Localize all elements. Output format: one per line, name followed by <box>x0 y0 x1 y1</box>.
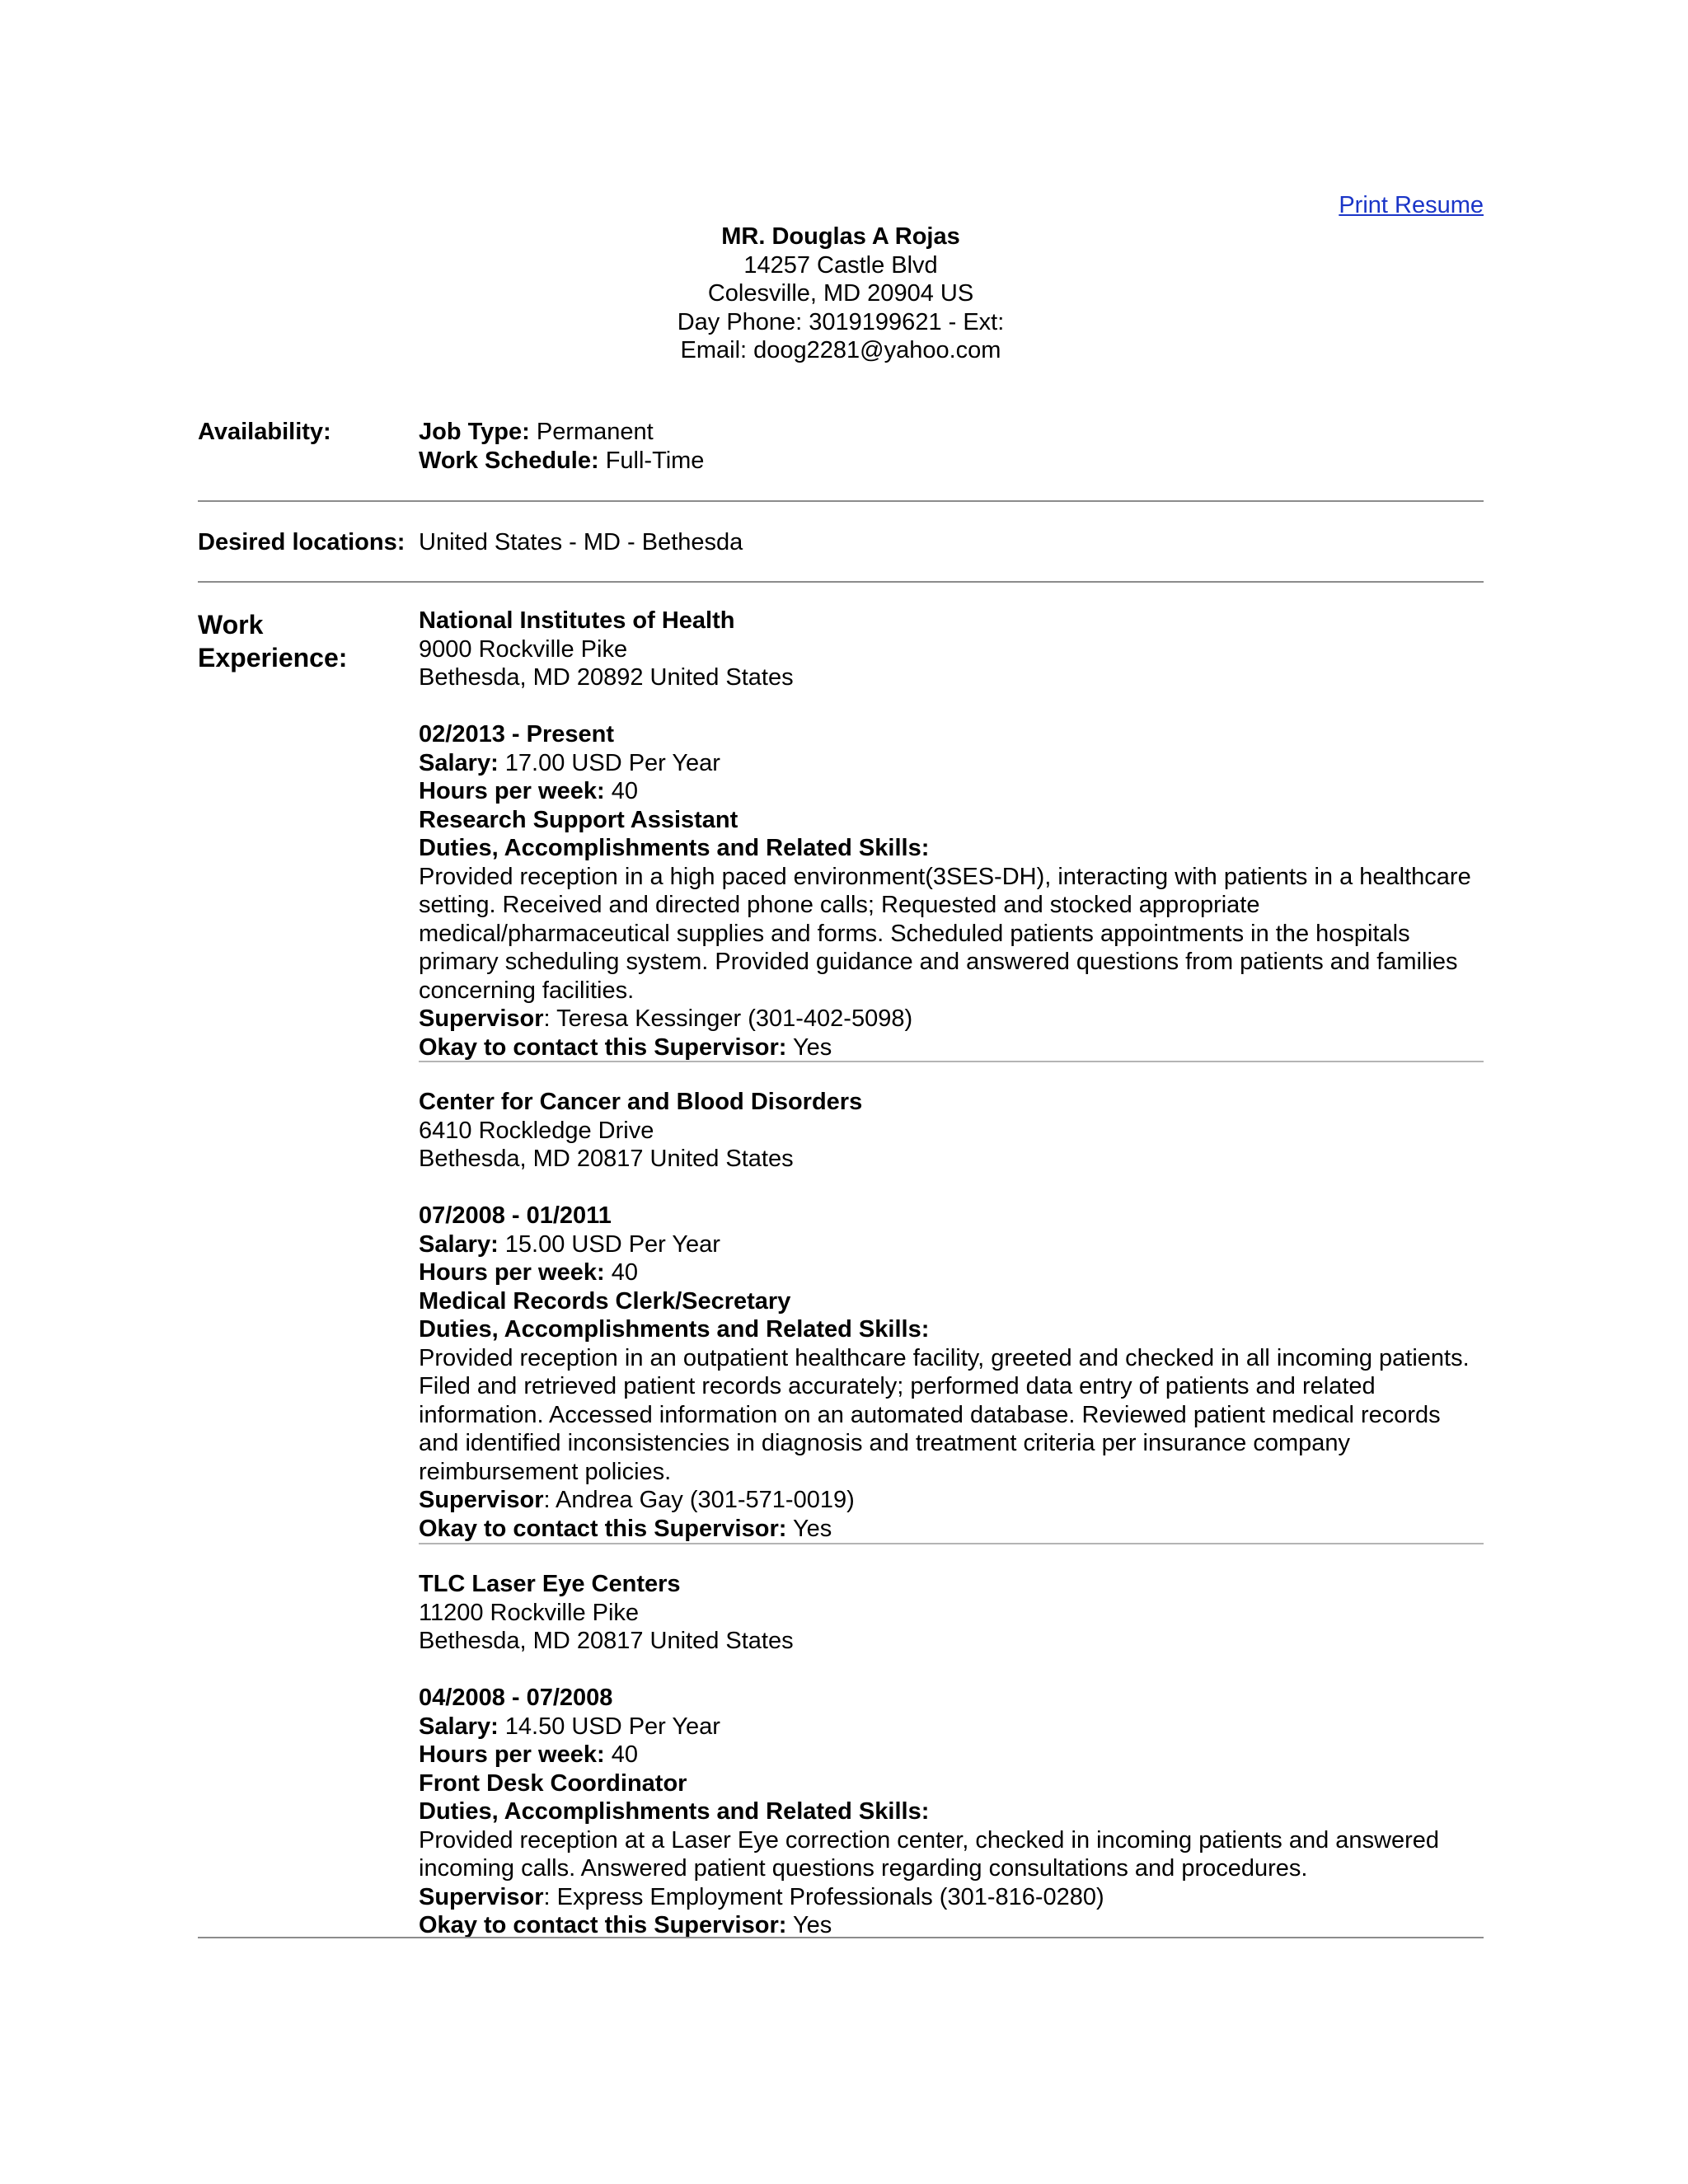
job-divider <box>419 1543 1484 1544</box>
hours-value: 40 <box>611 1259 638 1286</box>
hours-value: 40 <box>611 778 638 804</box>
job-title: Front Desk Coordinator <box>419 1769 687 1797</box>
availability-content <box>419 418 1484 475</box>
job-divider <box>419 1061 1484 1062</box>
desired-locations-value: United States - MD - Bethesda <box>419 529 743 555</box>
contact-supervisor-label: Okay to contact this Supervisor: <box>419 1515 787 1542</box>
candidate-name: MR. Douglas A Rojas <box>721 223 960 250</box>
supervisor-value: : Teresa Kessinger (301-402-5098) <box>543 1005 913 1032</box>
salary-value: 17.00 USD Per Year <box>504 749 720 776</box>
job-entry <box>419 1570 1484 1940</box>
hours-label: Hours per week: <box>419 1741 605 1768</box>
employment-dates: 07/2008 - 01/2011 <box>419 1202 612 1229</box>
job-title: Medical Records Clerk/Secretary <box>419 1287 791 1315</box>
job-type-label: Job Type: <box>419 419 530 445</box>
job-title: Research Support Assistant <box>419 806 738 833</box>
supervisor-value: : Andrea Gay (301-571-0019) <box>543 1487 855 1513</box>
day-phone: Day Phone: 3019199621 - Ext: <box>677 308 1005 335</box>
hours-label: Hours per week: <box>419 1259 605 1286</box>
job-entry <box>419 1088 1484 1543</box>
employer-name: TLC Laser Eye Centers <box>419 1571 681 1597</box>
supervisor-value: : Express Employment Professionals (301-816-0280) <box>543 1883 1104 1910</box>
employer-name: Center for Cancer and Blood Disorders <box>419 1089 863 1115</box>
duties-label: Duties, Accomplishments and Related Skills: <box>419 1316 930 1343</box>
work-schedule-label: Work Schedule: <box>419 447 599 474</box>
contact-header <box>198 223 1484 365</box>
hours-label: Hours per week: <box>419 778 605 804</box>
supervisor-label: Supervisor <box>419 1883 544 1910</box>
divider <box>198 581 1484 583</box>
work-schedule-value: Full-Time <box>605 447 705 474</box>
duties-text: Provided reception in a high paced environment(3SES-DH), interacting with patients in a healthcare setting. Received and directed phone calls; Requested and stocked appropriate medical/pharmaceutical supplies and forms. Scheduled patients appointments in the hospitals primary scheduling system. Provided guidance and answered questions from patients and families concerning facilities. <box>419 863 1471 1004</box>
salary-value: 15.00 USD Per Year <box>504 1230 720 1258</box>
employer-address-2: Bethesda, MD 20892 United States <box>419 664 794 691</box>
duties-label: Duties, Accomplishments and Related Skills: <box>419 835 930 861</box>
hours-value: 40 <box>611 1741 638 1768</box>
work-experience-label: Work Experience: <box>198 610 348 673</box>
contact-supervisor-value: Yes <box>792 1515 832 1542</box>
duties-label: Duties, Accomplishments and Related Skills: <box>419 1798 930 1825</box>
employment-dates: 02/2013 - Present <box>419 721 614 748</box>
print-resume-link[interactable]: Print Resume <box>1339 192 1484 218</box>
contact-supervisor-label: Okay to contact this Supervisor: <box>419 1033 787 1061</box>
job-entry <box>419 607 1484 1062</box>
employer-address-2: Bethesda, MD 20817 United States <box>419 1146 794 1172</box>
address-line-2: Colesville, MD 20904 US <box>707 280 974 307</box>
desired-locations-label: Desired locations: <box>198 529 406 555</box>
salary-label: Salary: <box>419 1230 499 1258</box>
salary-label: Salary: <box>419 1713 499 1740</box>
employment-dates: 04/2008 - 07/2008 <box>419 1685 613 1711</box>
duties-text: Provided reception at a Laser Eye correction center, checked in incoming patients and answered incoming calls. Answered patient questions regarding consultations and procedures. <box>419 1826 1440 1882</box>
employer-address-1: 9000 Rockville Pike <box>419 635 628 663</box>
employer-address-2: Bethesda, MD 20817 United States <box>419 1628 794 1654</box>
salary-value: 14.50 USD Per Year <box>504 1713 720 1740</box>
employer-address-1: 6410 Rockledge Drive <box>419 1117 654 1144</box>
divider <box>198 500 1484 502</box>
contact-supervisor-label: Okay to contact this Supervisor: <box>419 1912 787 1938</box>
employer-address-1: 11200 Rockville Pike <box>419 1599 640 1626</box>
salary-label: Salary: <box>419 749 499 776</box>
email: Email: doog2281@yahoo.com <box>680 337 1001 363</box>
employer-name: National Institutes of Health <box>419 607 735 634</box>
contact-supervisor-value: Yes <box>792 1033 832 1061</box>
supervisor-label: Supervisor <box>419 1005 544 1032</box>
availability-label: Availability: <box>198 419 331 445</box>
job-type-value: Permanent <box>536 419 654 445</box>
address-line-1: 14257 Castle Blvd <box>743 251 938 279</box>
duties-text: Provided reception in an outpatient healthcare facility, greeted and checked in all incoming patients. Filed and retrieved patient records accurately; performed data entry of patients and related information. Accessed information on an automated database. Reviewed patient medical records and identified inconsistencies in diagnosis and treatment criteria per insurance company reimbursement policies. <box>419 1344 1470 1485</box>
supervisor-label: Supervisor <box>419 1487 544 1513</box>
contact-supervisor-value: Yes <box>792 1912 832 1938</box>
divider <box>198 1937 1484 1938</box>
